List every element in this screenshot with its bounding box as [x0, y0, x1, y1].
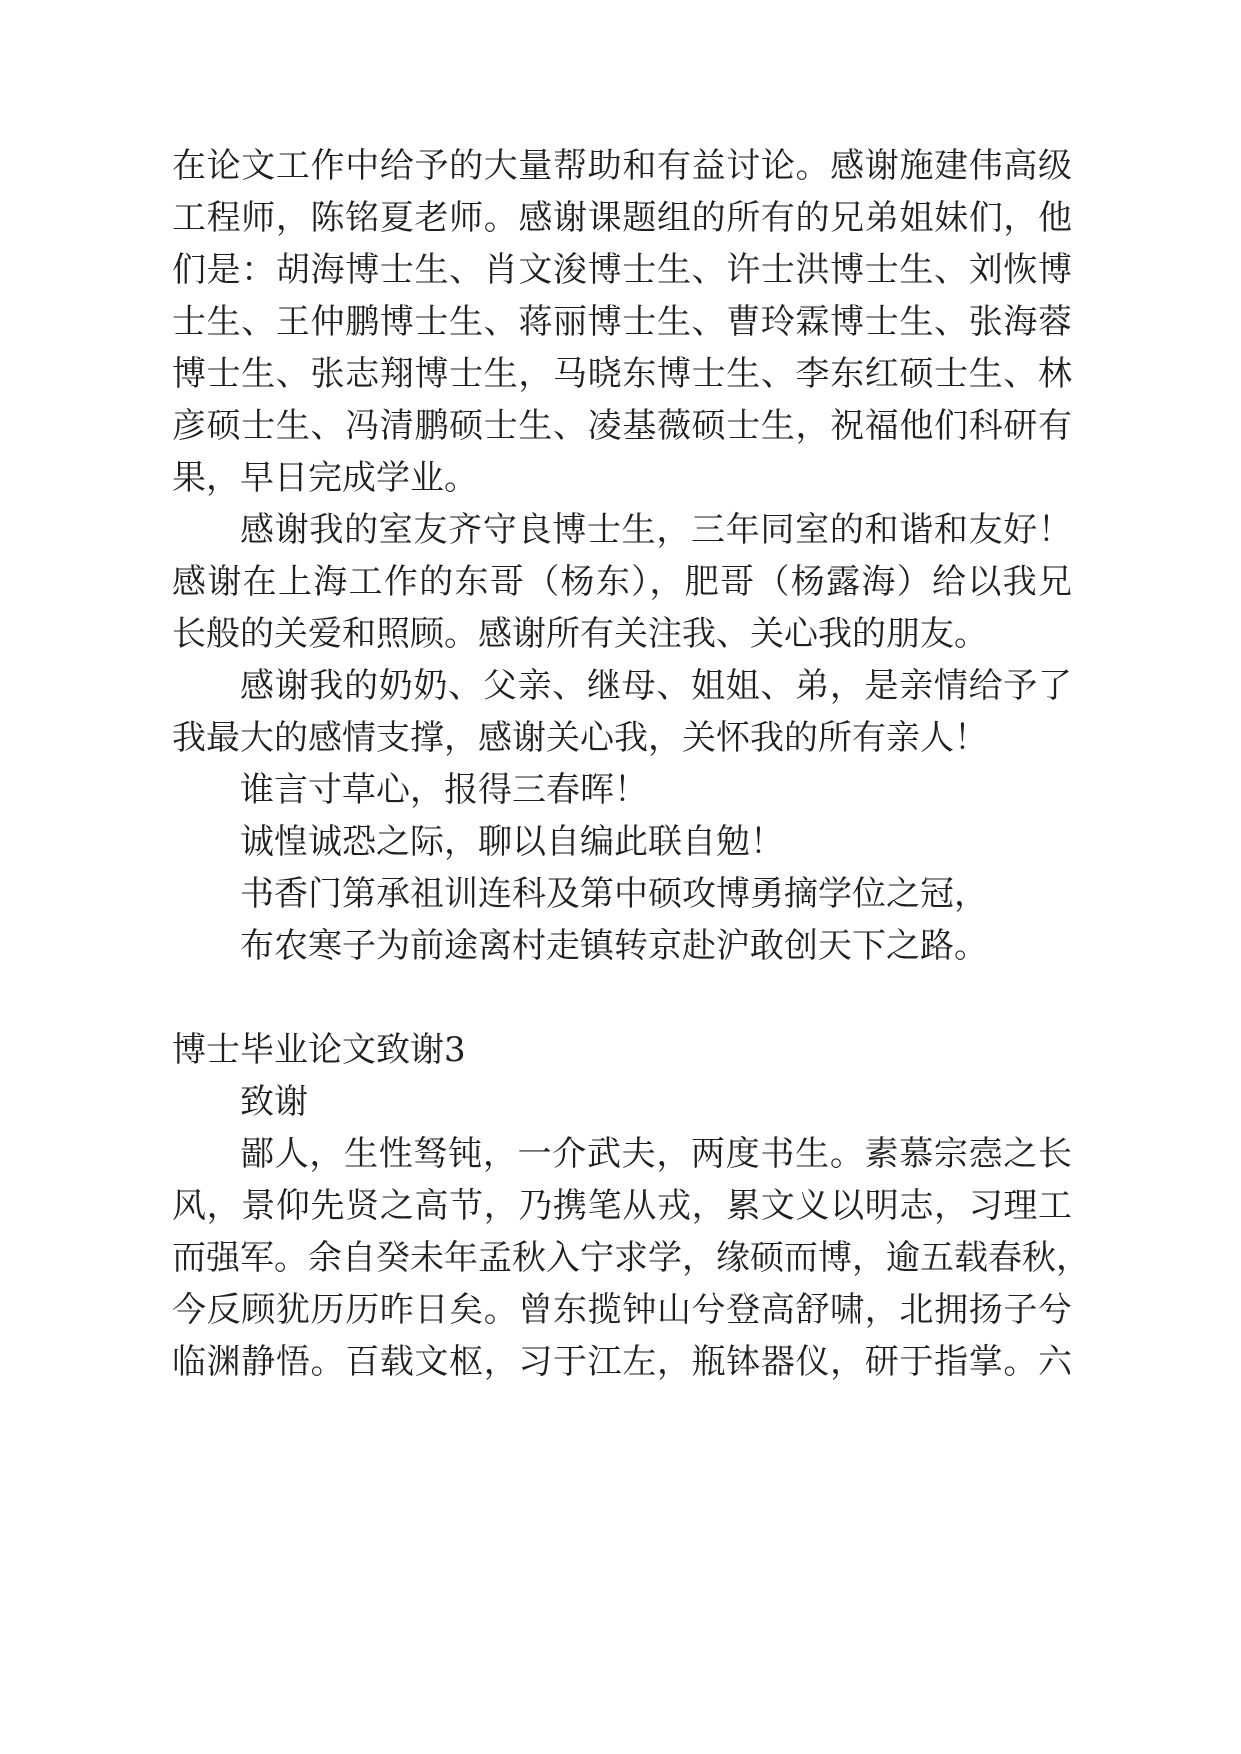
paragraph-continued: [172, 140, 1072, 504]
text-line: 今反顾犹历历昨日矣。曾东揽钟山兮登高舒啸，北拥扬子兮: [172, 1290, 1072, 1330]
text-line: 博士生、张志翔博士生，马晓东博士生、李东红硕士生、林: [172, 354, 1072, 394]
text-line: 而强军。余自癸未年孟秋入宁求学，缘硕而博，逾五载春秋，: [172, 1238, 1090, 1278]
document-body: [172, 140, 1090, 1388]
paragraph-section-3: [172, 1128, 1090, 1388]
text-line: 长般的关爱和照顾。感谢所有关注我、关心我的朋友。: [172, 614, 988, 654]
text-line: 感谢我的室友齐守良博士生，三年同室的和谐和友好！: [240, 510, 1072, 550]
paragraph-family: [172, 660, 1072, 764]
text-line: 感谢在上海工作的东哥（杨东），肥哥（杨露海）给以我兄: [172, 562, 1072, 602]
text-line: 风，景仰先贤之高节，乃携笔从戎，累文义以明志，习理工: [172, 1186, 1072, 1226]
text-line: 彦硕士生、冯清鹏硕士生、凌基薇硕士生，祝福他们科研有: [172, 406, 1072, 446]
couplet-line-lower: 布农寒子为前途离村走镇转京赴沪敢创天下之路。: [240, 926, 988, 966]
text-line: 临渊静悟。百载文枢，习于江左，瓶钵器仪，研于指掌。六: [172, 1342, 1072, 1382]
text-line: 鄙人，生性驽钝，一介武夫，两度书生。素慕宗悫之长: [240, 1134, 1072, 1174]
text-line: 工程师，陈铭夏老师。感谢课题组的所有的兄弟姐妹们，他: [172, 198, 1072, 238]
paragraph-roommate-friends: [172, 504, 1072, 660]
text-line: 果，早日完成学业。: [172, 458, 478, 498]
text-line: 感谢我的奶奶、父亲、继母、姐姐、弟，是亲情给予了: [240, 666, 1072, 706]
section-title: 致谢: [240, 1082, 308, 1122]
section-heading: 博士毕业论文致谢3: [172, 1030, 466, 1070]
text-line: 士生、王仲鹏博士生、蒋丽博士生、曹玲霖博士生、张海蓉: [172, 302, 1072, 342]
verse-line: 谁言寸草心，报得三春晖！: [240, 770, 648, 810]
text-line: 我最大的感情支撑，感谢关心我，关怀我的所有亲人！: [172, 718, 988, 758]
couplet-line-upper: 书香门第承祖训连科及第中硕攻博勇摘学位之冠，: [240, 874, 988, 914]
couplet: [172, 868, 1072, 972]
verse-line: 诚惶诚恐之际，聊以自编此联自勉！: [240, 822, 784, 862]
text-line: 在论文工作中给予的大量帮助和有益讨论。感谢施建伟高级: [172, 146, 1072, 186]
text-line: 们是：胡海博士生、肖文浚博士生、许士洪博士生、刘恢博: [172, 250, 1072, 290]
